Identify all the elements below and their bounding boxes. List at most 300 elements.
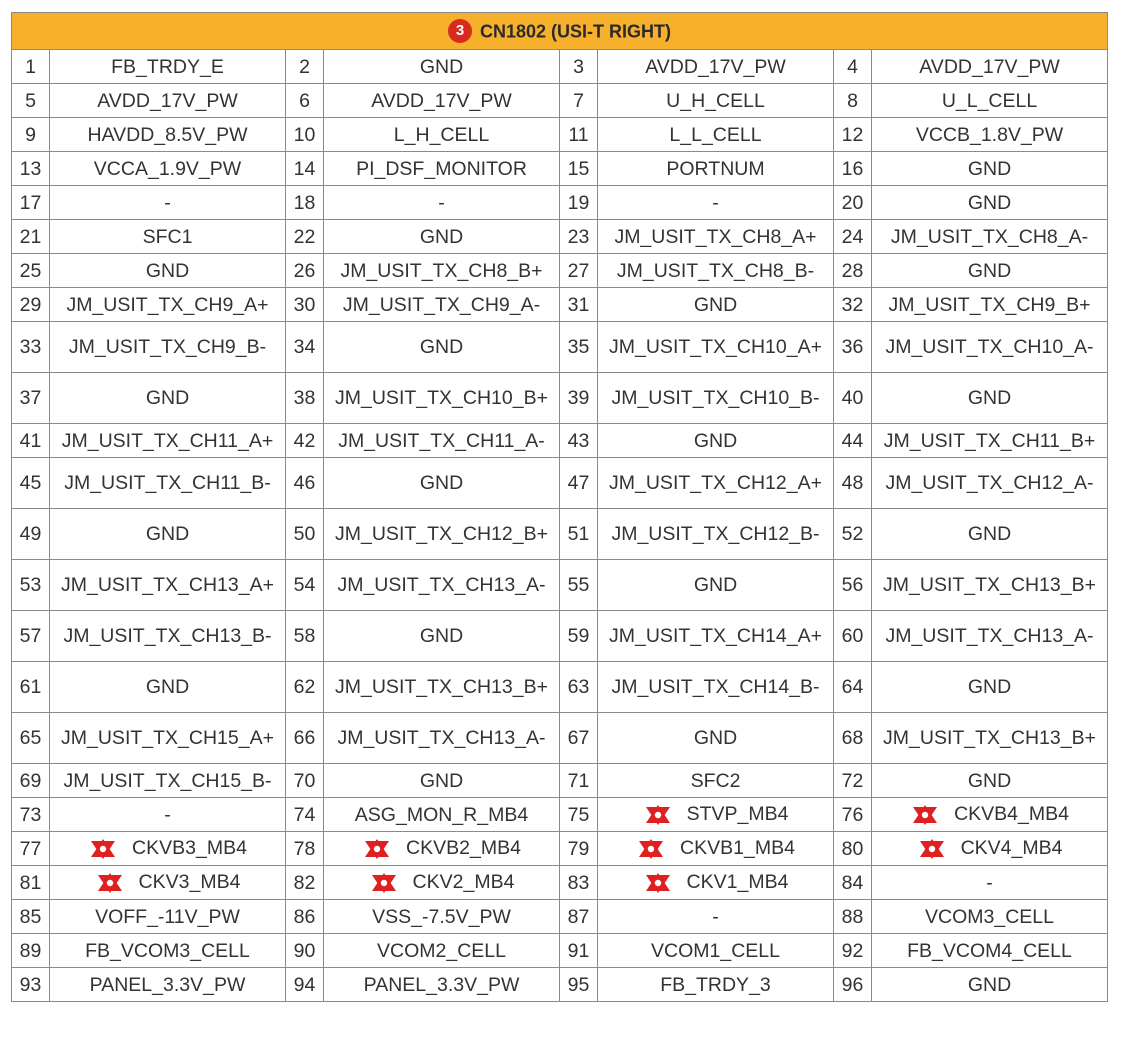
- pin-signal-cell: [324, 713, 560, 764]
- pin-signal-name: JM_USIT_TX_CH13_A-: [337, 574, 546, 596]
- table-row: [12, 798, 1108, 832]
- pin-signal-cell: [872, 84, 1108, 118]
- pin-signal-cell: [598, 611, 834, 662]
- pin-number: 83: [560, 866, 598, 900]
- pin-number: 88: [834, 900, 872, 934]
- pin-signal-cell: [50, 84, 286, 118]
- pin-signal-name: VCOM3_CELL: [925, 905, 1054, 928]
- pin-signal-name: JM_USIT_TX_CH12_B-: [611, 523, 820, 545]
- table-row: [12, 458, 1108, 509]
- pin-number: 16: [834, 152, 872, 186]
- hexagram-star-icon: [643, 872, 673, 894]
- pin-signal-name: JM_USIT_TX_CH11_A-: [338, 429, 545, 452]
- pin-signal-name: FB_VCOM4_CELL: [907, 939, 1072, 962]
- table-row: [12, 152, 1108, 186]
- pin-signal-cell: [50, 50, 286, 84]
- pin-signal-name: GND: [693, 574, 738, 596]
- table-row: [12, 84, 1108, 118]
- pin-signal-cell: [598, 866, 834, 900]
- table-row: [12, 220, 1108, 254]
- pin-signal-name: ASG_MON_R_MB4: [354, 803, 529, 826]
- pin-number: 65: [12, 713, 50, 764]
- pin-signal-cell: [598, 152, 834, 186]
- table-row: [12, 611, 1108, 662]
- table-row: [12, 118, 1108, 152]
- pin-number: 47: [560, 458, 598, 509]
- pin-number: 15: [560, 152, 598, 186]
- pin-number: 20: [834, 186, 872, 220]
- pin-signal-cell: [324, 509, 560, 560]
- pin-number: 25: [12, 254, 50, 288]
- pin-signal-name: JM_USIT_TX_CH13_A-: [337, 727, 546, 749]
- pin-signal-cell: [50, 560, 286, 611]
- pin-signal-cell: [872, 220, 1108, 254]
- pin-signal-cell: [324, 254, 560, 288]
- pin-signal-name: JM_USIT_TX_CH9_B-: [68, 336, 267, 358]
- pin-signal-name: VCCB_1.8V_PW: [915, 123, 1064, 146]
- table-row: [12, 832, 1108, 866]
- pin-signal-cell: [598, 84, 834, 118]
- pin-number: 51: [560, 509, 598, 560]
- pin-signal-name: JM_USIT_TX_CH13_B+: [335, 676, 548, 698]
- pin-number: 9: [12, 118, 50, 152]
- pin-signal-name: JM_USIT_TX_CH8_B-: [616, 259, 815, 282]
- pin-number: 94: [286, 968, 324, 1002]
- pin-number: 49: [12, 509, 50, 560]
- pin-signal-cell: [872, 322, 1108, 373]
- pin-signal-cell: [324, 118, 560, 152]
- pin-signal-name: CKVB2_MB4: [406, 837, 521, 860]
- pin-number: 90: [286, 934, 324, 968]
- pin-number: 58: [286, 611, 324, 662]
- pin-signal-name: CKVB3_MB4: [132, 837, 247, 860]
- pin-signal-cell: [50, 934, 286, 968]
- pin-signal-cell: [324, 832, 560, 866]
- table-row: [12, 900, 1108, 934]
- pin-number: 18: [286, 186, 324, 220]
- pin-number: 27: [560, 254, 598, 288]
- pin-number: 80: [834, 832, 872, 866]
- pin-signal-name: JM_USIT_TX_CH15_A+: [61, 727, 274, 749]
- pin-signal-name: JM_USIT_TX_CH13_B+: [883, 574, 1096, 596]
- pin-number: 52: [834, 509, 872, 560]
- pin-signal-cell: [50, 373, 286, 424]
- pin-number: 43: [560, 424, 598, 458]
- pin-signal-name: GND: [693, 727, 738, 749]
- pin-signal-cell: [598, 832, 834, 866]
- pin-table-body: [12, 50, 1108, 1002]
- pin-signal-name: CKVB1_MB4: [680, 837, 795, 860]
- pin-signal-cell: [324, 560, 560, 611]
- pin-signal-name: L_H_CELL: [393, 123, 490, 146]
- pin-number: 14: [286, 152, 324, 186]
- pin-signal-name: GND: [419, 225, 464, 248]
- pin-number: 55: [560, 560, 598, 611]
- pin-signal-name: U_L_CELL: [941, 89, 1038, 112]
- pin-signal-name: GND: [967, 259, 1012, 282]
- pin-signal-name: CKVB4_MB4: [954, 803, 1069, 826]
- pin-number: 62: [286, 662, 324, 713]
- pin-signal-cell: [50, 866, 286, 900]
- pin-signal-cell: [50, 458, 286, 509]
- pin-signal-cell: [598, 662, 834, 713]
- pin-signal-cell: [872, 424, 1108, 458]
- pin-number: 4: [834, 50, 872, 84]
- pin-signal-name: AVDD_17V_PW: [919, 55, 1060, 78]
- pin-signal-cell: [50, 220, 286, 254]
- table-row: [12, 424, 1108, 458]
- pin-number: 39: [560, 373, 598, 424]
- table-row: [12, 186, 1108, 220]
- pin-number: 70: [286, 764, 324, 798]
- pin-signal-cell: [50, 713, 286, 764]
- pin-signal-name: PORTNUM: [666, 157, 765, 180]
- pin-number: 85: [12, 900, 50, 934]
- table-row: [12, 934, 1108, 968]
- pin-signal-name: -: [438, 191, 445, 214]
- pin-signal-cell: [50, 288, 286, 322]
- pin-signal-name: -: [164, 191, 171, 214]
- pin-signal-cell: [598, 968, 834, 1002]
- hexagram-star-icon: [369, 872, 399, 894]
- pin-signal-name: GND: [145, 676, 190, 698]
- pin-signal-name: JM_USIT_TX_CH13_A-: [885, 625, 1094, 647]
- pin-number: 38: [286, 373, 324, 424]
- pin-signal-name: -: [164, 803, 171, 826]
- pin-number: 2: [286, 50, 324, 84]
- pin-signal-name: GND: [967, 157, 1012, 180]
- pin-number: 46: [286, 458, 324, 509]
- pin-number: 50: [286, 509, 324, 560]
- pin-signal-cell: [598, 254, 834, 288]
- pin-signal-cell: [872, 866, 1108, 900]
- pin-number: 57: [12, 611, 50, 662]
- pin-signal-name: -: [986, 871, 993, 894]
- pin-number: 24: [834, 220, 872, 254]
- pin-number: 45: [12, 458, 50, 509]
- pin-signal-cell: [324, 50, 560, 84]
- pin-signal-cell: [324, 288, 560, 322]
- pin-signal-name: JM_USIT_TX_CH12_B+: [335, 523, 548, 545]
- pin-signal-name: JM_USIT_TX_CH11_B+: [883, 429, 1096, 452]
- pin-number: 34: [286, 322, 324, 373]
- pin-signal-name: VCOM1_CELL: [651, 939, 780, 962]
- pin-number: 13: [12, 152, 50, 186]
- pin-signal-name: GND: [419, 769, 464, 792]
- pin-number: 11: [560, 118, 598, 152]
- pin-number: 22: [286, 220, 324, 254]
- pin-signal-name: GND: [419, 625, 464, 647]
- pin-signal-cell: [598, 220, 834, 254]
- pin-signal-cell: [50, 152, 286, 186]
- pin-signal-name: JM_USIT_TX_CH14_A+: [609, 625, 822, 647]
- pin-signal-name: VOFF_-11V_PW: [95, 905, 240, 928]
- pin-number: 35: [560, 322, 598, 373]
- pin-signal-name: PANEL_3.3V_PW: [363, 973, 520, 996]
- pin-number: 89: [12, 934, 50, 968]
- pin-number: 68: [834, 713, 872, 764]
- pin-number: 3: [560, 50, 598, 84]
- pin-signal-name: -: [712, 905, 719, 928]
- hexagram-star-icon: [88, 838, 118, 860]
- pin-number: 56: [834, 560, 872, 611]
- pin-number: 87: [560, 900, 598, 934]
- pin-signal-name: JM_USIT_TX_CH15_B-: [63, 769, 272, 792]
- pin-signal-cell: [872, 560, 1108, 611]
- pin-number: 95: [560, 968, 598, 1002]
- pin-number: 91: [560, 934, 598, 968]
- table-row: [12, 509, 1108, 560]
- pin-number: 31: [560, 288, 598, 322]
- pin-number: 36: [834, 322, 872, 373]
- pin-signal-cell: [50, 611, 286, 662]
- pin-number: 17: [12, 186, 50, 220]
- table-row: [12, 50, 1108, 84]
- pin-signal-name: JM_USIT_TX_CH9_A-: [342, 293, 541, 316]
- pin-number: 93: [12, 968, 50, 1002]
- pin-signal-name: JM_USIT_TX_CH8_A-: [890, 225, 1089, 248]
- pin-signal-name: L_L_CELL: [669, 123, 762, 146]
- pin-table: [11, 12, 1108, 1002]
- pin-signal-name: GND: [967, 769, 1012, 792]
- pin-signal-name: AVDD_17V_PW: [645, 55, 786, 78]
- pin-number: 67: [560, 713, 598, 764]
- pin-signal-cell: [872, 186, 1108, 220]
- hexagram-star-icon: [910, 804, 940, 826]
- pin-number: 76: [834, 798, 872, 832]
- pin-signal-cell: [598, 373, 834, 424]
- pin-signal-name: -: [712, 191, 719, 214]
- pin-number: 79: [560, 832, 598, 866]
- pin-number: 7: [560, 84, 598, 118]
- pin-number: 28: [834, 254, 872, 288]
- pin-signal-cell: [872, 254, 1108, 288]
- pin-signal-cell: [598, 798, 834, 832]
- pin-signal-cell: [324, 220, 560, 254]
- pin-signal-name: AVDD_17V_PW: [371, 89, 512, 112]
- pin-signal-name: STVP_MB4: [686, 803, 789, 826]
- pin-signal-cell: [872, 968, 1108, 1002]
- hexagram-star-icon: [636, 838, 666, 860]
- pin-signal-name: JM_USIT_TX_CH8_A+: [614, 225, 817, 248]
- pin-signal-cell: [598, 509, 834, 560]
- pin-signal-name: GND: [419, 55, 464, 78]
- pin-number: 12: [834, 118, 872, 152]
- pin-signal-cell: [50, 509, 286, 560]
- pin-signal-cell: [324, 900, 560, 934]
- pin-signal-cell: [598, 764, 834, 798]
- pin-number: 54: [286, 560, 324, 611]
- connector-header: [12, 13, 1108, 50]
- pin-signal-cell: [598, 322, 834, 373]
- hexagram-star-icon: [362, 838, 392, 860]
- pin-signal-cell: [598, 713, 834, 764]
- section-number-badge: 3: [448, 19, 472, 43]
- pin-signal-name: FB_TRDY_3: [660, 973, 771, 996]
- pin-signal-cell: [872, 611, 1108, 662]
- pin-signal-cell: [872, 118, 1108, 152]
- pin-signal-cell: [598, 934, 834, 968]
- pin-number: 30: [286, 288, 324, 322]
- pin-number: 64: [834, 662, 872, 713]
- pin-signal-cell: [50, 968, 286, 1002]
- pin-number: 75: [560, 798, 598, 832]
- pin-signal-cell: [50, 832, 286, 866]
- pin-signal-name: JM_USIT_TX_CH14_B-: [611, 676, 820, 698]
- table-row: [12, 866, 1108, 900]
- pin-number: 73: [12, 798, 50, 832]
- pin-signal-cell: [324, 764, 560, 798]
- pin-number: 5: [12, 84, 50, 118]
- pin-signal-cell: [324, 662, 560, 713]
- pin-signal-name: PI_DSF_MONITOR: [356, 157, 527, 180]
- pin-signal-name: JM_USIT_TX_CH12_A+: [609, 472, 822, 494]
- pin-signal-cell: [872, 50, 1108, 84]
- pin-signal-name: JM_USIT_TX_CH11_B-: [64, 472, 271, 494]
- pin-signal-name: GND: [145, 523, 190, 545]
- pin-signal-name: GND: [145, 387, 190, 409]
- pin-signal-cell: [872, 764, 1108, 798]
- pin-signal-name: JM_USIT_TX_CH13_B-: [63, 625, 272, 647]
- pin-signal-cell: [872, 713, 1108, 764]
- table-row: [12, 322, 1108, 373]
- pin-number: 82: [286, 866, 324, 900]
- pin-number: 6: [286, 84, 324, 118]
- pin-signal-name: GND: [967, 523, 1012, 545]
- pin-signal-name: CKV2_MB4: [412, 871, 515, 894]
- pin-signal-cell: [872, 900, 1108, 934]
- pin-number: 69: [12, 764, 50, 798]
- pin-signal-cell: [872, 458, 1108, 509]
- table-row: [12, 254, 1108, 288]
- pin-signal-name: CKV4_MB4: [960, 837, 1063, 860]
- pin-signal-cell: [50, 424, 286, 458]
- pin-signal-cell: [872, 509, 1108, 560]
- pin-signal-name: GND: [419, 472, 464, 494]
- pin-number: 40: [834, 373, 872, 424]
- pin-signal-cell: [598, 900, 834, 934]
- pin-number: 78: [286, 832, 324, 866]
- pin-signal-name: JM_USIT_TX_CH10_A+: [609, 336, 822, 358]
- pin-signal-cell: [598, 288, 834, 322]
- pin-signal-name: JM_USIT_TX_CH13_B+: [883, 727, 1096, 749]
- table-row: [12, 764, 1108, 798]
- table-row: [12, 968, 1108, 1002]
- pin-signal-name: HAVDD_8.5V_PW: [87, 123, 248, 146]
- pin-signal-cell: [324, 84, 560, 118]
- pin-signal-name: JM_USIT_TX_CH9_A+: [66, 293, 269, 316]
- pin-signal-name: CKV3_MB4: [138, 871, 241, 894]
- pin-number: 74: [286, 798, 324, 832]
- pin-number: 72: [834, 764, 872, 798]
- pin-signal-cell: [324, 373, 560, 424]
- pin-number: 41: [12, 424, 50, 458]
- pin-signal-cell: [50, 118, 286, 152]
- pin-signal-cell: [50, 798, 286, 832]
- pin-signal-cell: [872, 934, 1108, 968]
- pin-number: 92: [834, 934, 872, 968]
- pin-number: 63: [560, 662, 598, 713]
- pin-signal-name: GND: [419, 336, 464, 358]
- pin-signal-name: FB_VCOM3_CELL: [85, 939, 250, 962]
- pin-number: 60: [834, 611, 872, 662]
- pin-signal-cell: [324, 458, 560, 509]
- pin-number: 66: [286, 713, 324, 764]
- pin-signal-cell: [324, 866, 560, 900]
- pin-number: 96: [834, 968, 872, 1002]
- pin-signal-name: GND: [967, 676, 1012, 698]
- pin-number: 19: [560, 186, 598, 220]
- pin-number: 10: [286, 118, 324, 152]
- pin-signal-name: PANEL_3.3V_PW: [89, 973, 246, 996]
- pin-signal-cell: [324, 186, 560, 220]
- pin-number: 44: [834, 424, 872, 458]
- pin-number: 8: [834, 84, 872, 118]
- pin-signal-name: JM_USIT_TX_CH11_A+: [61, 429, 274, 452]
- pin-number: 81: [12, 866, 50, 900]
- pin-signal-name: JM_USIT_TX_CH8_B+: [340, 259, 543, 282]
- pin-number: 23: [560, 220, 598, 254]
- table-row: [12, 288, 1108, 322]
- pin-number: 84: [834, 866, 872, 900]
- pin-signal-cell: [598, 560, 834, 611]
- pin-number: 59: [560, 611, 598, 662]
- table-row: [12, 713, 1108, 764]
- pin-signal-cell: [324, 322, 560, 373]
- hexagram-star-icon: [917, 838, 947, 860]
- pin-signal-cell: [50, 900, 286, 934]
- pin-signal-cell: [50, 662, 286, 713]
- table-row: [12, 560, 1108, 611]
- pin-signal-cell: [324, 611, 560, 662]
- pin-signal-cell: [872, 798, 1108, 832]
- pin-signal-cell: [598, 186, 834, 220]
- pin-signal-name: GND: [967, 191, 1012, 214]
- pin-signal-cell: [598, 424, 834, 458]
- pin-signal-cell: [50, 254, 286, 288]
- pin-number: 53: [12, 560, 50, 611]
- pin-number: 32: [834, 288, 872, 322]
- pin-signal-name: JM_USIT_TX_CH10_B-: [611, 387, 820, 409]
- pin-signal-cell: [324, 152, 560, 186]
- pin-number: 86: [286, 900, 324, 934]
- pin-signal-name: AVDD_17V_PW: [97, 89, 238, 112]
- pin-signal-name: JM_USIT_TX_CH12_A-: [885, 472, 1094, 494]
- pin-signal-cell: [324, 798, 560, 832]
- pin-signal-name: JM_USIT_TX_CH9_B+: [888, 293, 1091, 316]
- pin-signal-cell: [598, 118, 834, 152]
- pin-signal-cell: [872, 152, 1108, 186]
- pin-signal-name: SFC1: [142, 225, 193, 248]
- hexagram-star-icon: [643, 804, 673, 826]
- pin-signal-name: VCCA_1.9V_PW: [93, 157, 242, 180]
- pin-signal-name: JM_USIT_TX_CH10_B+: [335, 387, 548, 409]
- pin-number: 61: [12, 662, 50, 713]
- pin-number: 33: [12, 322, 50, 373]
- pin-number: 48: [834, 458, 872, 509]
- hexagram-star-icon: [95, 872, 125, 894]
- pin-signal-name: SFC2: [690, 769, 741, 792]
- pin-signal-name: GND: [693, 293, 738, 316]
- pin-number: 29: [12, 288, 50, 322]
- pin-signal-name: VCOM2_CELL: [377, 939, 506, 962]
- pin-number: 1: [12, 50, 50, 84]
- pin-signal-cell: [50, 186, 286, 220]
- table-row: [12, 373, 1108, 424]
- pin-signal-name: GND: [145, 259, 190, 282]
- pin-signal-cell: [324, 424, 560, 458]
- pin-signal-name: JM_USIT_TX_CH10_A-: [885, 336, 1094, 358]
